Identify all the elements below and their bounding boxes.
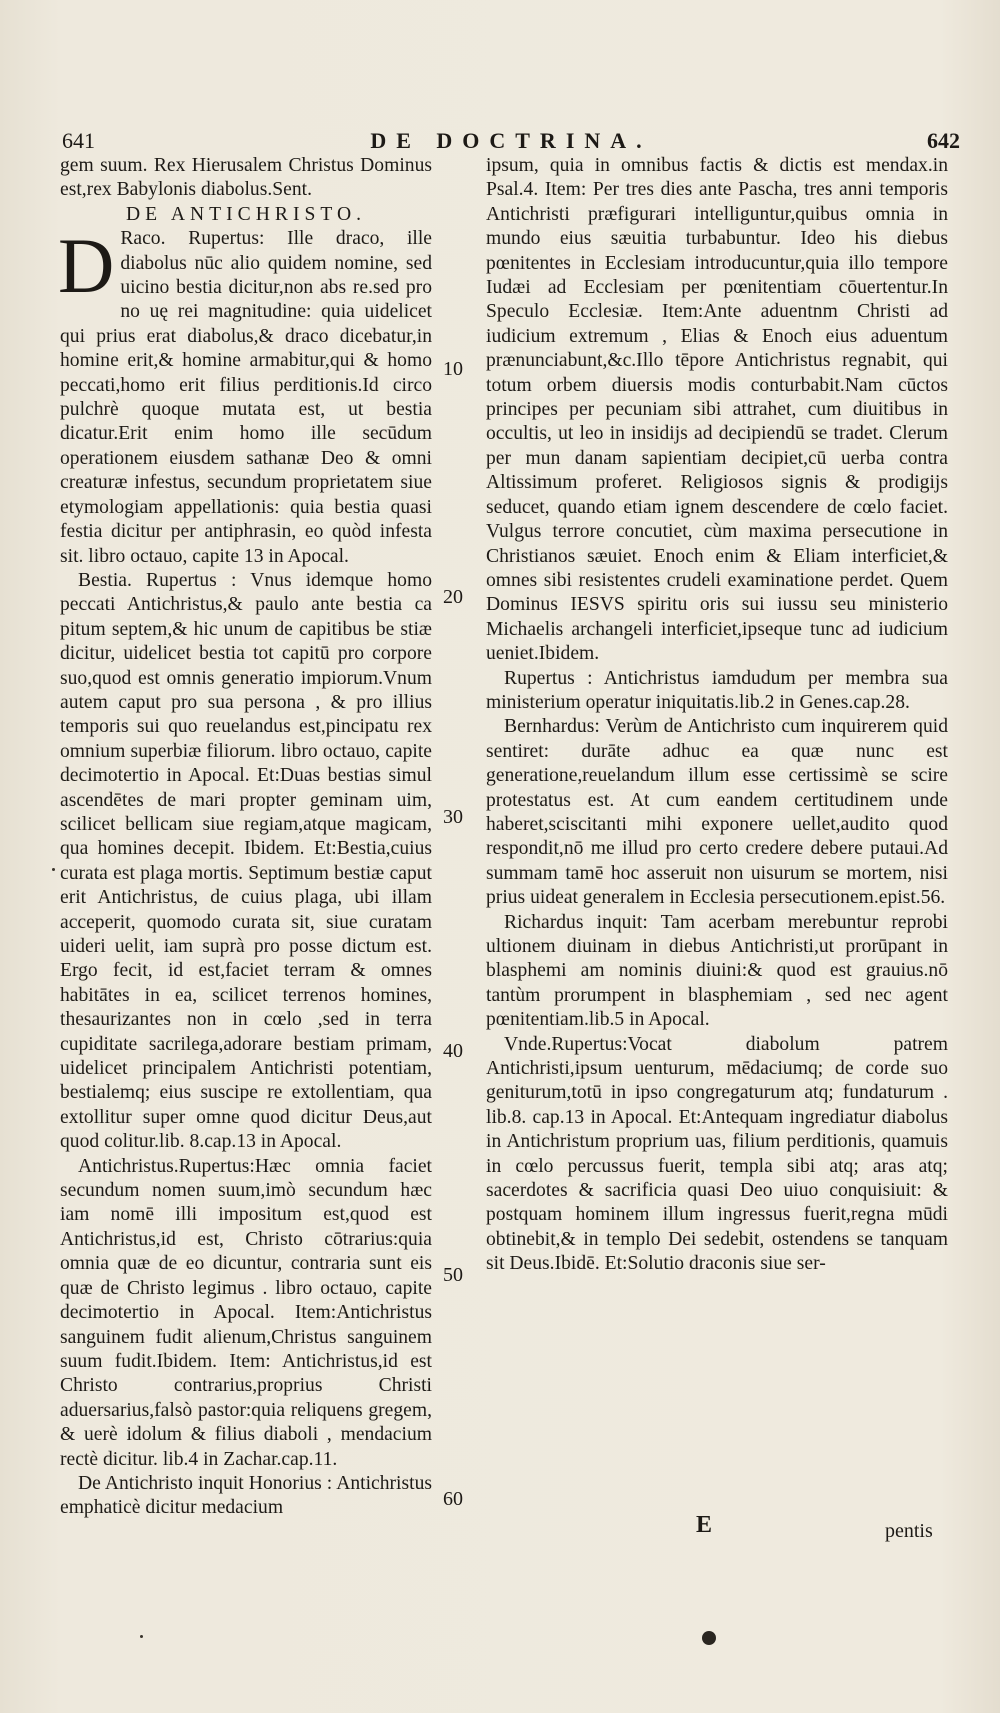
paragraph: Bernhardus: Verùm de Antichristo cum inquirerem quid sentiret: durāte adhuc ea quæ nunc est generatione,reuelandum illum esse certissimè se scire protestatus est. At cum eandem certitudinem unde haberet,sciscitanti mihi exponere uellet,audito quod respondit,nō me illud pro certo credere debere putaui.Ad summam tamē hoc asseruit non uisurum se mortem, nisi prius uideat generalem in Ecclesia persecutionem.epist.56. — [486, 716, 948, 909]
drop-cap: D — [58, 222, 115, 310]
right-page-number: 642 — [927, 128, 960, 153]
right-text-column — [486, 154, 948, 1277]
paragraph: Vnde.Rupertus:Vocat diabolum patrem Antichristi,ipsum uenturum, mēdaciumq; de corde suo geniturum,totū in ipso congregaturum atq; fundaturum . lib.8. cap.13 in Apocal. Et:Antequam ingrediatur diabolus in Antichristum proprium uas, filium perditionis, quamuis in cœlo percussus fuerit, templa sibi atq; aras atq; sacerdotes & sacrificia quasi Deo uiuo conquisiuit: & postquam hominem illum ingressus fuerit,regna mūdi obtinebit,& in templo Dei sedebit, ostendens se tanquam sit Deus.Ibidē. Et:Solutio draconis siue ser- — [486, 1033, 948, 1275]
running-header — [62, 128, 960, 154]
ink-speck — [140, 1635, 143, 1638]
margin-line-number: 60 — [443, 1488, 463, 1510]
paragraph: De Antichristo inquit Honorius : Antichristus emphaticè dicitur medacium — [60, 1472, 432, 1519]
catchword: pentis — [885, 1520, 933, 1542]
ink-ornament — [702, 1631, 716, 1645]
section-heading: DE ANTICHRISTO. — [125, 203, 367, 225]
paragraph: Antichristus.Rupertus:Hæc omnia faciet secundum nomen suum,imò secundum hæc iam nomē illi impositum est,quod est Antichristus,id est, Christo cōtrarius:quia omnia quæ de eo dicuntur, contraria sunt eis quæ de Christo legimus . libro octauo, capite decimotertio in Apocal. Item:Antichristus sanguinem fudit alienum,Christus sanguinem suum fudit.Ibidem. Item: Antichristus,id est Christo contrarius,proprius Christi aduersarius,falsò pastor:quia reliquens gregem, & uerè idolum & filius diaboli , mendacium rectè dicitur. lib.4 in Zachar.cap.11. — [60, 1155, 432, 1470]
margin-line-number: 30 — [443, 806, 463, 828]
paragraph-text: Raco. Rupertus: Ille draco, ille diabolus nūc alio quidem nomine, sed uicino bestia dicitur,non abs re.sed pro no uę rei magnitudine: quia uidelicet qui prius erat diabolus,& draco dicebatur,in homine erit,& homine armabitur,qui & homo peccati,homo erit filius perditionis.Id circo pulchrè quoque mutata est, ut bestia dicatur.Erit enim homo ille secūdum operationem eiusdem sathanæ Deo & omni creaturæ infestus, secundum proprietatem siue etymologiam appellationis: quia bestia quasi festia dicitur per antiphrasin, eo quòd infesta sit. libro octauo, capite 13 in Apocal. — [60, 228, 432, 567]
paragraph: Rupertus : Antichristus iamdudum per membra sua ministerium operatur iniquitatis.lib.2 in Genes.cap.28. — [486, 667, 948, 713]
signature-mark: E — [696, 1512, 713, 1538]
margin-line-number: 20 — [443, 586, 463, 608]
running-title: DE DOCTRINA. — [370, 128, 652, 153]
paragraph — [58, 222, 432, 569]
paragraph: Bestia. Rupertus : Vnus idemque homo peccati Antichristus,& paulo ante bestia ca pitum septem,& hic unum de capitibus be stiæ dicitur, uidelicet bestia tot capitū pro corpore suo,quod est omnis generatio impiorum.Vnum autem caput pro sua persona , & pro illius temporis sui quo reuelandus est,pincipatu rex omnium superbiæ filiorum. libro octauo, capite decimotertio in Apocal. Et:Duas bestias simul ascendētes de mari propter geminam uim, scilicet bellicam siue regiam,atque magicam, qua homines decepit. Ibidem. Et:Bestia,cuius curata est plaga mortis. Septimum bestiæ caput erit Antichristus, de cuius plaga, ubi illam acceperit, quomodo curata sit, siue curatam uideri uelit, iam suprà pro posse dictum est. Ergo fecit, id est,faciet terram & omnes habitātes in ea, scilicet terrenos homines, thesaurizantes non in cœlo ,sed in terra cupiditate sacrilega,adorare bestiam primam, uidelicet principalem Antichristi potentiam, bestialemq; eius suscipe re extollentiam, qua extollitur super omne quod dicitur Deus,aut quod colitur.lib. 8.cap.13 in Apocal. — [60, 569, 432, 1153]
ink-speck — [52, 868, 55, 871]
margin-line-number: 40 — [443, 1040, 463, 1062]
margin-line-number: 50 — [443, 1264, 463, 1286]
left-text-column — [60, 154, 432, 1521]
paragraph: Richardus inquit: Tam acerbam merebuntur reprobi ultionem diuinam in diebus Antichristi,ut prorūpant in blasphemi am nominis diuini:& quod est grauius.nō tantùm prorumpent in blasphemiam , sed nec agent pœnitentiam.lib.5 in Apocal. — [486, 911, 948, 1031]
paragraph: ipsum, quia in omnibus factis & dictis est mendax.in Psal.4. Item: Per tres dies ante Pascha, tres anni temporis Antichristi præfigurari intelliguntur,quibus omnia in mundo eius sæuitia turbabuntur. Ideo his diebus pœnitentes in Ecclesiam introducuntur,quia illo tempore Iudæi ad Ecclesiam per pœnitentiam cōuertentur.In Speculo Ecclesiæ. Item:Ante aduentnm Christi ad iudicium extremum , Elias & Enoch eius aduentum prænunciabunt,&c.Illo tēpore Antichristus regnabit, qui totum orbem diuersis modis conturbabit.Nam cūctos principes per pecuniam sibi attrahet, cum diuitibus in occultis, ut leo in insidijs ad decipiendū se tradet. Clerum per mun danam sapientiam decipiet,cū uerba contra Altissimum proferet. Religiosos signis & prodigijs seducet, quando etiam ignem descendere de cœlo faciet. Vulgus terrore concutiet, cùm maxima persecutione in Christianos sæuiet. Enoch enim & Eliam interficiet,& omnes sibi resistentes crudeli examinatione perdet. Quem Dominus IESVS spiritu oris sui iussu seu ministerio Michaelis archangeli interficiet,ipseque tunc ad iudicium ueniet.Ibidem. — [486, 155, 948, 665]
intro-text: gem suum. Rex Hierusalem Christus Dominus est,rex Babylonis diabolus.Sent. — [60, 155, 432, 201]
left-page-number: 641 — [62, 128, 95, 153]
margin-line-number: 10 — [443, 358, 463, 380]
